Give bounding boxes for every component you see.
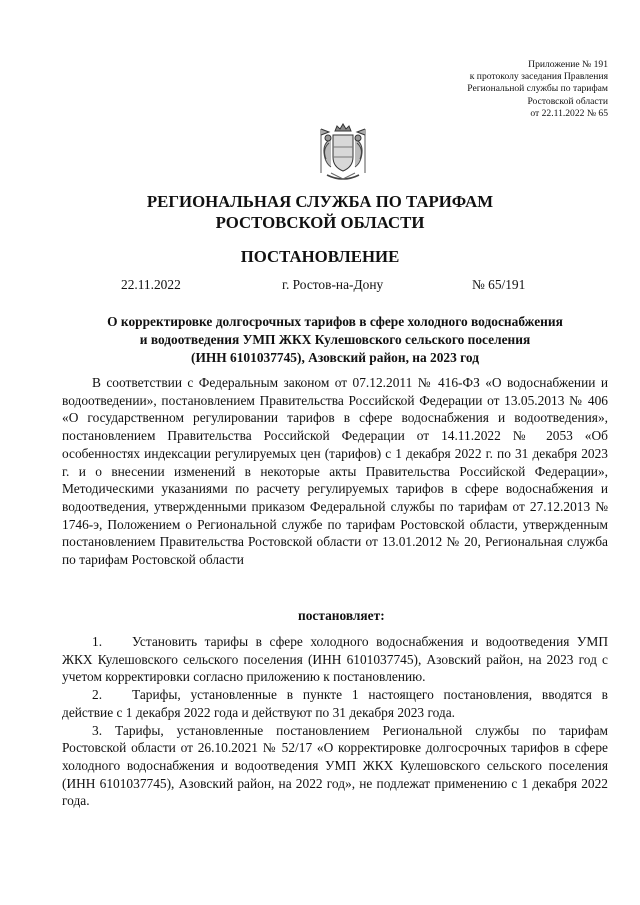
preamble-paragraph: В соответствии с Федеральным законом от 07.12.2011 № 416-ФЗ «О водоснабжении и водоотведении», постановлением Правительства Российской Федерации от 13.05.2013 № 406 «О государственном регулировании тарифов в сфере водоснабжения и водоотведения», постановлением Правительства Российской Федерации от 14.11.2022 № 2053 «Об особенностях индексации регулируемых цен (тарифов) с 1 декабря 2022 г. по 31 декабря 2023 г. и о внесении изменений в некоторые акты Правительства Российской Федерации», Методическими указаниями по расчету регулируемых тарифов в сфере водоснабжения и водоотведения, утвержденными приказом Федеральной службы по тарифам от 27.12.2013 № 1746-э, Положением о Региональной службе по тарифам Ростовской области, утвержденным постановлением Правительства Ростовской области от 13.01.2012 № 20, Региональная служба по тарифам Ростовской области [62, 375, 608, 568]
subject-line-3: (ИНН 6101037745), Азовский район, на 2023 год [190, 350, 479, 365]
item-number: 1. [92, 634, 103, 649]
organization-title [0, 191, 640, 233]
resolution-item [62, 633, 608, 686]
item-text: Тарифы, установленные в пункте 1 настоящего постановления, вводятся в действие с 1 декабря 2022 года и действуют по 31 декабря 2023 года. [62, 687, 608, 720]
resolution-item [62, 722, 608, 811]
item-number: 2. [92, 687, 103, 703]
document-type: ПОСТАНОВЛЕНИЕ [240, 247, 400, 266]
rostov-coat-of-arms-icon [317, 123, 369, 185]
annex-note [348, 59, 608, 120]
decree-word: постановляет: [298, 608, 385, 623]
document-subject [62, 313, 608, 367]
org-line-1: РЕГИОНАЛЬНАЯ СЛУЖБА ПО ТАРИФАМ [146, 192, 494, 211]
document-number: № 65/191 [472, 277, 526, 292]
item-text: Тарифы, установленные постановлением Региональной службы по тарифам Ростовской области от 26.10.2021 № 52/17 «О корректировке долгосрочных тарифов в сфере холодного водоснабжения и водоотведения УМП ЖКХ Кулешовского сельского поселения (ИНН 6101037745), Азовский район, на 2022 год», не подлежат применению с 1 декабря 2022 года. [62, 722, 608, 809]
document-meta [0, 276, 640, 294]
resolution-item [62, 686, 608, 721]
annex-line: Ростовской области [527, 95, 608, 107]
item-number: 3. [92, 722, 103, 738]
document-date: 22.11.2022 [121, 277, 181, 292]
subject-line-2: и водоотведения УМП ЖКХ Кулешовского сельского поселения [139, 332, 531, 347]
org-line-2: РОСТОВСКОЙ ОБЛАСТИ [215, 213, 425, 232]
annex-line: к протоколу заседания Правления [469, 71, 608, 83]
annex-line: Приложение № 191 [528, 59, 608, 70]
subject-line-1: О корректировке долгосрочных тарифов в сфере холодного водоснабжения [107, 314, 563, 329]
item-text: Установить тарифы в сфере холодного водоснабжения и водоотведения УМП ЖКХ Кулешовского сельского поселения (ИНН 6101037745), Азовский район, на 2023 год с учетом корректировки согласно приложению к постановлению. [62, 634, 608, 685]
annex-line: Региональной службы по тарифам [467, 83, 608, 95]
resolution-items [62, 633, 608, 810]
document-place: г. Ростов-на-Дону [282, 277, 384, 292]
annex-line: от 22.11.2022 № 65 [530, 107, 608, 119]
